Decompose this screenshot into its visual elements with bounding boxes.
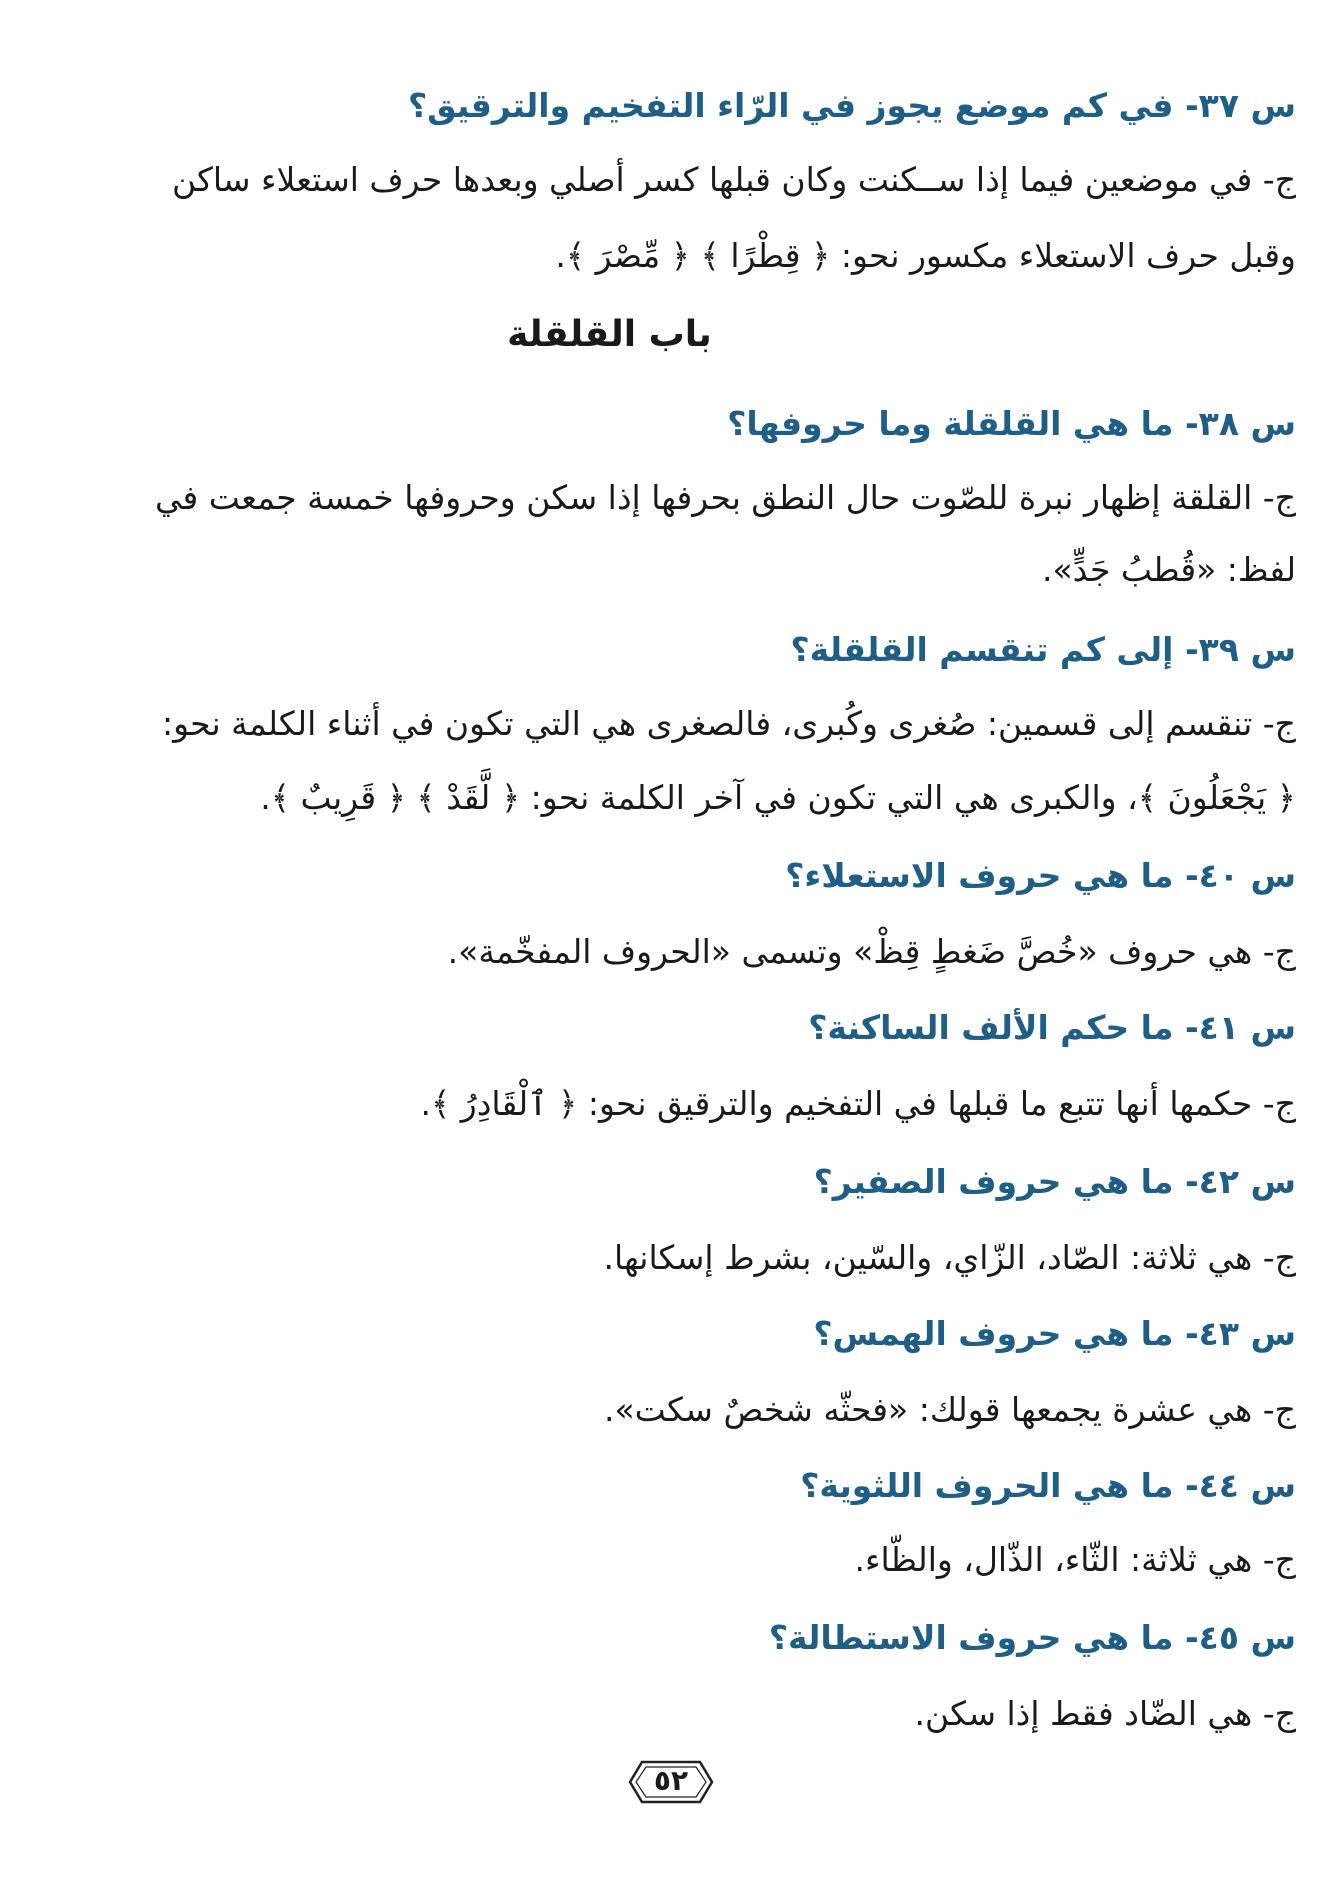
answer-38-line-2: لفظ: «قُطبُ جَدٍّ».	[1041, 550, 1296, 589]
page-number-text: ٥٢	[653, 1764, 689, 1797]
answer-37-line-2: وقبل حرف الاستعلاء مكسور نحو: ﴿ قِطْرًا ﴾ ﴿ مِّصْرَ ﴾.	[555, 236, 1296, 275]
answer-37-line-1: ج- في موضعين فيما إذا ســكنت وكان قبلها كسر أصلي وبعدها حرف استعلاء ساكن	[172, 160, 1296, 199]
answer-44: ج- هي ثلاثة: الثّاء، الذّال، والظّاء.	[854, 1540, 1296, 1579]
question-44: س ٤٤- ما هي الحروف اللثوية؟	[800, 1466, 1296, 1505]
question-41: س ٤١- ما حكم الألف الساكنة؟	[808, 1008, 1296, 1047]
answer-41: ج- حكمها أنها تتبع ما قبلها في التفخيم والترقيق نحو: ﴿ ٱلْقَادِرُ ﴾.	[420, 1084, 1296, 1123]
question-38: س ٣٨- ما هي القلقلة وما حروفها؟	[727, 404, 1296, 443]
question-37: س ٣٧- في كم موضع يجوز في الرّاء التفخيم والترقيق؟	[407, 86, 1296, 125]
answer-40: ج- هي حروف «خُصَّ ضَغطٍ قِظْ» وتسمى «الحروف المفخّمة».	[447, 932, 1296, 971]
question-40: س ٤٠- ما هي حروف الاستعلاء؟	[785, 856, 1296, 895]
answer-39-line-1: ج- تنقسم إلى قسمين: صُغرى وكُبرى، فالصغرى هي التي تكون في أثناء الكلمة نحو:	[161, 704, 1296, 743]
question-43: س ٤٣- ما هي حروف الهمس؟	[813, 1314, 1296, 1353]
answer-39-line-2: ﴿ يَجْعَلُونَ ﴾، والكبرى هي التي تكون في آخر الكلمة نحو: ﴿ لَّقَدْ ﴾ ﴿ قَرِيبٌ ﴾.	[260, 778, 1296, 817]
answer-45: ج- هي الضّاد فقط إذا سكن.	[914, 1694, 1296, 1733]
answer-43: ج- هي عشرة يجمعها قولك: «فحثّه شخصٌ سكت».	[604, 1390, 1296, 1429]
section-heading: باب القلقلة	[507, 314, 712, 355]
question-45: س ٤٥- ما هي حروف الاستطالة؟	[768, 1618, 1296, 1657]
answer-42: ج- هي ثلاثة: الصّاد، الزّاي، والسّين، بشرط إسكانها.	[603, 1238, 1296, 1277]
question-39: س ٣٩- إلى كم تنقسم القلقلة؟	[790, 630, 1296, 669]
question-42: س ٤٢- ما هي حروف الصفير؟	[813, 1162, 1296, 1201]
answer-38-line-1: ج- القلقة إظهار نبرة للصّوت حال النطق بحرفها إذا سكن وحروفها خمسة جمعت في	[155, 478, 1296, 517]
page-number	[628, 1758, 714, 1806]
